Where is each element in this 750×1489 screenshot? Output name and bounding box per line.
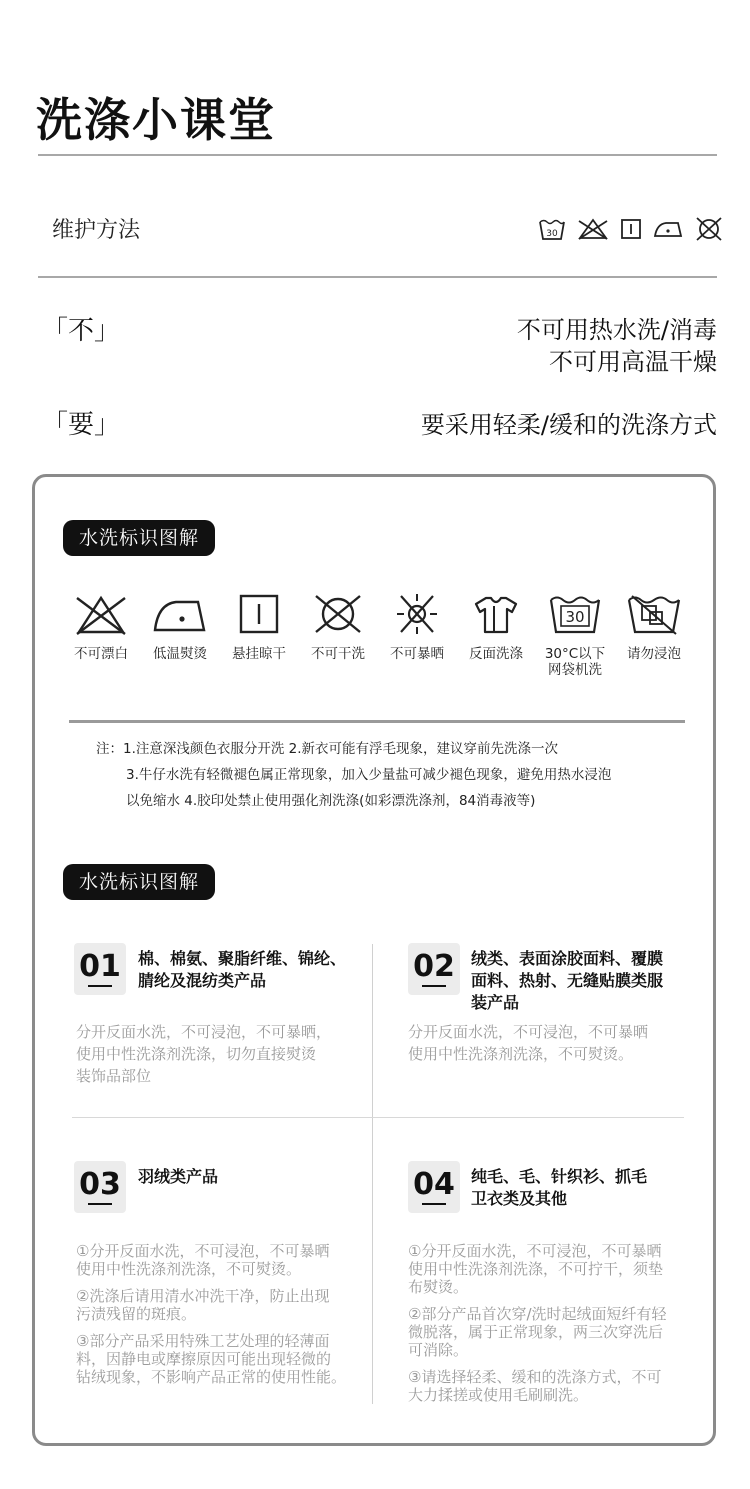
grid-divider: [72, 1117, 684, 1118]
no-soak-icon: [624, 592, 684, 636]
cell-number: 02: [408, 943, 460, 995]
cell-title-line: 棉、棉氨、聚脂纤维、锦纶、: [138, 949, 347, 968]
note-line: 注：1.注意深浅颜色衣服分开洗 2.新衣可能有浮毛现象，建议穿前先洗涤一次: [96, 741, 559, 757]
no-sun-icon: [387, 592, 447, 636]
cell-title-line: 装产品: [471, 993, 520, 1012]
note-line: 以免缩水 4.胶印处禁止使用强化剂洗涤(如彩漂洗涤剂，84消毒液等): [126, 793, 536, 809]
symbol-item: [378, 592, 456, 662]
svg-text:30: 30: [546, 229, 558, 239]
hang-dry-icon: [620, 218, 642, 240]
symbol-label: 请勿浸泡: [627, 646, 681, 662]
wash-30-icon: [538, 217, 566, 241]
symbol-item: [457, 592, 535, 662]
symbol-label-line: 网袋机洗: [548, 662, 602, 678]
section-title: 水洗标识图解: [63, 520, 215, 556]
cell-text: ①分开反面水洗，不可浸泡，不可暴晒 使用中性洗涤剂洗涤，不可熨烫。 ②洗涤后请用清水冲洗干净，防止出现 污渍残留的斑痕。 ③部分产品采用特殊工艺处理的轻薄面 料，因静电或摩擦原因可能出现轻微的 钻绒现象，不影响产品正常的使用性能。: [76, 1242, 347, 1386]
cell-title-line: 纯毛、毛、针织衫、抓毛: [471, 1167, 648, 1186]
symbol-label: 不可干洗: [311, 646, 365, 662]
cell-title: 羽绒类产品: [138, 1167, 219, 1186]
cell-text: ①分开反面水洗，不可浸泡，不可暴晒 使用中性洗涤剂洗涤，不可拧干，须垫 布熨烫。 ②部分产品首次穿/洗时起绒面短纤有轻 微脱落，属于正常现象，两三次穿洗后 可消除。 ③请选择轻柔、缓和的洗涤方式，不可 大力揉搓或使用毛刷刷洗。: [408, 1242, 667, 1404]
cell-title-line: 面料、热射、无缝贴膜类服: [471, 971, 664, 990]
page-title: 洗涤小课堂: [36, 93, 276, 147]
symbol-label: 不可暴晒: [390, 646, 444, 662]
dont-rule-2: 不可用高温干燥: [549, 348, 717, 376]
divider: [38, 276, 717, 278]
wash-30-icon: [545, 592, 605, 636]
low-iron-icon: [652, 218, 684, 240]
symbol-label: [536, 646, 614, 678]
symbol-label: 不可漂白: [74, 646, 128, 662]
symbol-item: [299, 592, 377, 662]
cell-title: [471, 1166, 647, 1210]
symbol-item: [220, 592, 298, 662]
no-bleach-icon: [71, 592, 131, 636]
cell-number: 04: [408, 1161, 460, 1213]
cell-title-line: 卫衣类及其他: [471, 1189, 568, 1208]
do-bracket: 「要」: [42, 410, 121, 440]
cell-title-line: 腈纶及混纺类产品: [138, 971, 267, 990]
symbol-label: 悬挂晾干: [232, 646, 286, 662]
inside-out-icon: [466, 592, 526, 636]
grid-divider: [372, 944, 373, 1404]
symbol-item: [536, 592, 614, 678]
dont-rule-1: 不可用热水洗/消毒: [516, 316, 717, 344]
cell-number: 03: [74, 1161, 126, 1213]
hang-dry-icon: [229, 592, 289, 636]
note-line: 3.牛仔水洗有轻微褪色属正常现象，加入少量盐可减少褪色现象，避免用热水浸泡: [126, 767, 612, 783]
cell-text: 分开反面水洗，不可浸泡，不可暴晒 使用中性洗涤剂洗涤，不可熨烫。: [408, 1023, 649, 1063]
no-bleach-icon: [576, 217, 610, 241]
maintenance-label: 维护方法: [52, 218, 141, 243]
cell-title: [471, 948, 663, 1014]
do-rule: 要采用轻柔/缓和的洗涤方式: [420, 411, 717, 439]
cell-text: 分开反面水洗，不可浸泡，不可暴晒， 使用中性洗涤剂洗涤，切勿直接熨烫 装饰品部位: [76, 1023, 332, 1085]
symbol-label: 反面洗涤: [469, 646, 523, 662]
symbol-item: [615, 592, 693, 662]
symbol-label-line: 30°C以下: [544, 646, 606, 662]
dont-rules: [517, 314, 717, 378]
cell-number: 01: [74, 943, 126, 995]
cell-title-line: 绒类、表面涂胶面料、覆膜: [471, 949, 664, 968]
symbol-label: 低温熨烫: [153, 646, 207, 662]
symbol-item: [62, 592, 140, 662]
divider: [69, 720, 685, 723]
divider: [38, 154, 717, 156]
maintenance-icons: [538, 216, 724, 242]
cell-title: [138, 948, 346, 992]
no-dry-clean-icon: [308, 592, 368, 636]
svg-text:30: 30: [565, 608, 585, 626]
section-title: 水洗标识图解: [63, 864, 215, 900]
no-dry-clean-icon: [694, 216, 724, 242]
symbol-item: [141, 592, 219, 662]
low-iron-icon: [150, 592, 210, 636]
dont-bracket: 「不」: [42, 316, 121, 346]
